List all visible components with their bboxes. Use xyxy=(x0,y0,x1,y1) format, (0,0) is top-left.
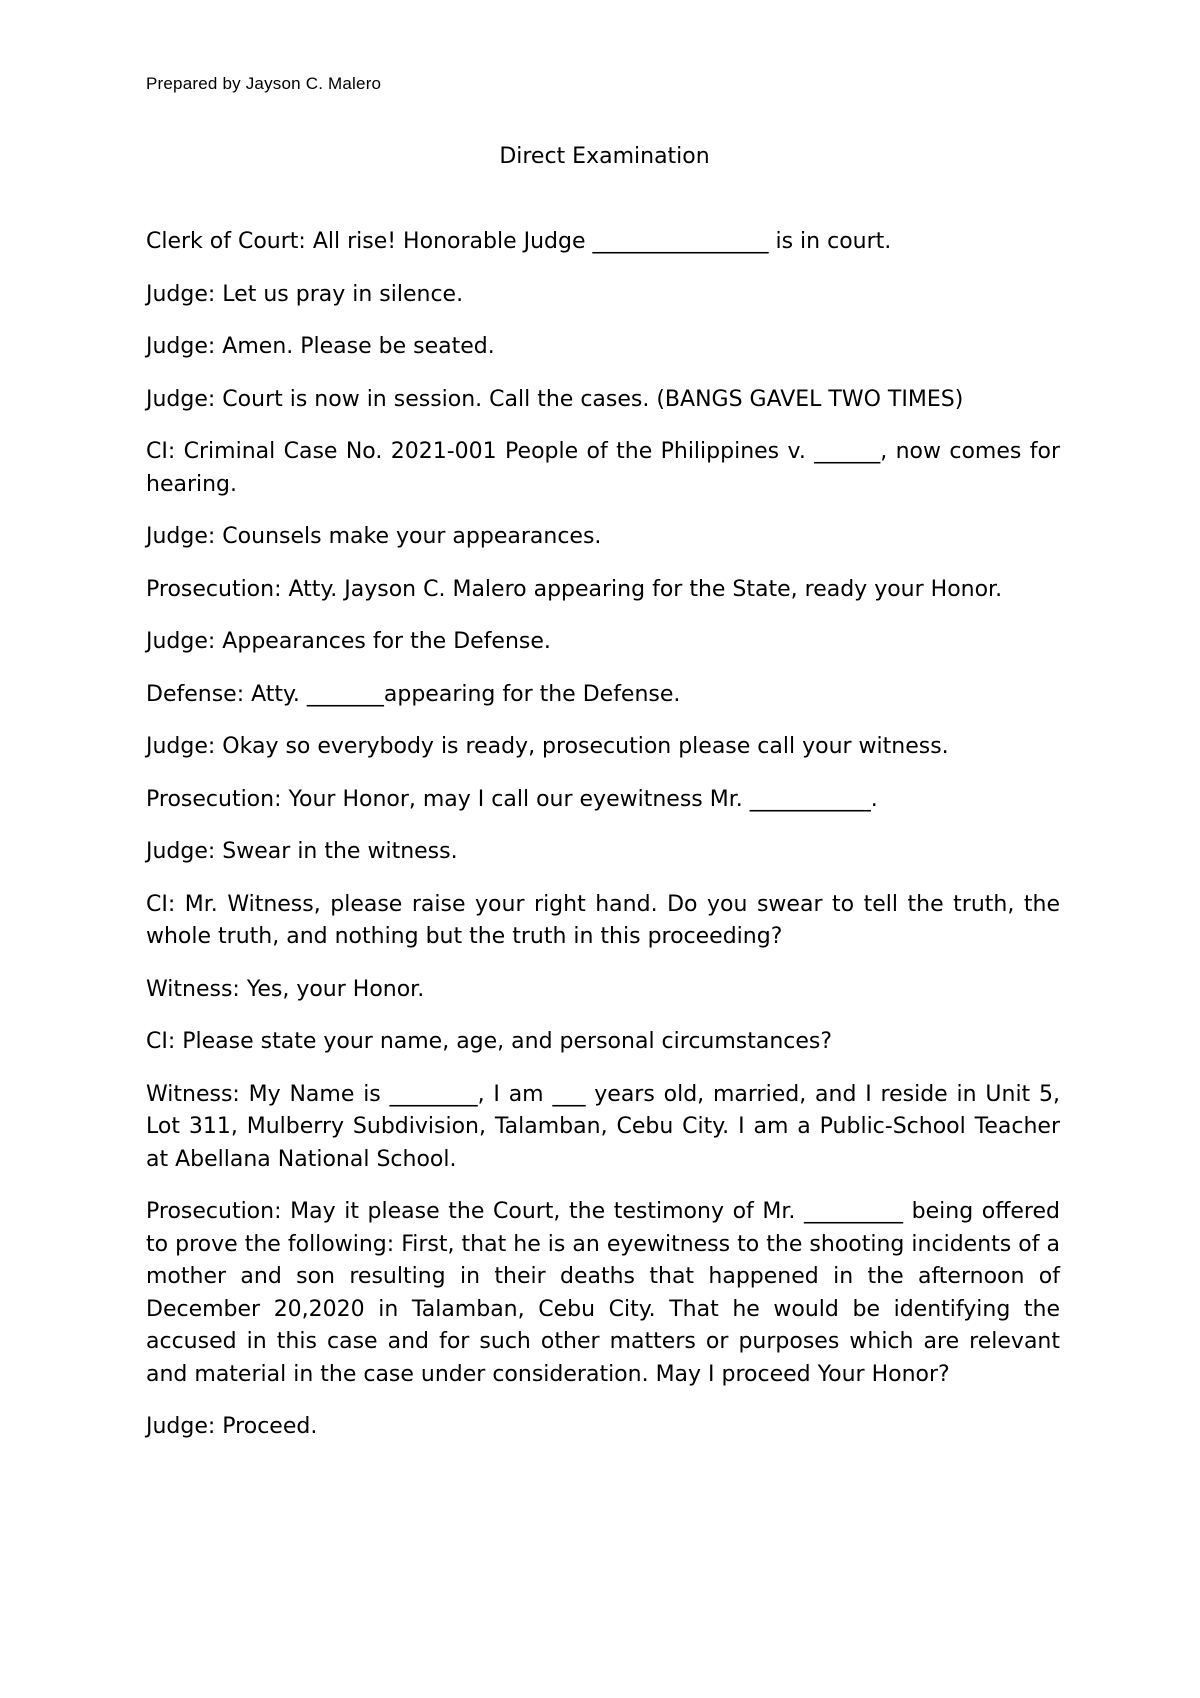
transcript-line: Judge: Appearances for the Defense. xyxy=(146,629,551,654)
transcript-line: Witness: My Name is ________, I am ___ years old, married, and I reside in Unit 5, Lot 311, Mulberry Subdivision, Talamban, Cebu City. I am a Public-School Teacher at Abellana National School. xyxy=(146,1081,1060,1172)
transcript-line: Judge: Counsels make your appearances. xyxy=(146,524,602,549)
transcript-line: Judge: Swear in the witness. xyxy=(146,839,458,864)
transcript-line: Judge: Okay so everybody is ready, prosecution please call your witness. xyxy=(146,734,949,759)
transcript-line: Prosecution: Your Honor, may I call our eyewitness Mr. ___________. xyxy=(146,786,878,812)
transcript-line: CI: Please state your name, age, and personal circumstances? xyxy=(146,1029,833,1054)
transcript-line: Prosecution: Atty. Jayson C. Malero appearing for the State, ready your Honor. xyxy=(146,576,1003,602)
transcript-line: CI: Criminal Case No. 2021-001 People of the Philippines v. ______, now comes for hearing. xyxy=(146,439,1060,497)
transcript-line: CI: Mr. Witness, please raise your right hand. Do you swear to tell the truth, the whole truth, and nothing but the truth in this proceeding? xyxy=(146,891,1060,949)
transcript-line: Clerk of Court: All rise! Honorable Judge ________________ is in court. xyxy=(146,229,892,254)
transcript-line: Judge: Amen. Please be seated. xyxy=(146,334,495,359)
transcript-line: Judge: Let us pray in silence. xyxy=(146,281,464,307)
transcript-line: Judge: Court is now in session. Call the cases. (BANGS GAVEL TWO TIMES) xyxy=(146,386,964,412)
transcript-line: Judge: Proceed. xyxy=(146,1414,318,1439)
transcript-body xyxy=(146,226,1060,1464)
transcript-line: Prosecution: May it please the Court, the testimony of Mr. _________ being offered to prove the following: First, that he is an eyewitness to the shooting incidents of a mother and son resulting in their deaths that happened in the afternoon of December 20,2020 in Talamban, Cebu City. That he would be identifying the accused in this case and for such other matters or purposes which are relevant and material in the case under consideration. May I proceed Your Honor? xyxy=(146,1199,1060,1387)
document-title: Direct Examination xyxy=(499,144,710,169)
document-header: Prepared by Jayson C. Malero xyxy=(146,74,382,93)
transcript-line: Witness: Yes, your Honor. xyxy=(146,976,425,1002)
transcript-line: Defense: Atty. _______appearing for the Defense. xyxy=(146,681,681,707)
